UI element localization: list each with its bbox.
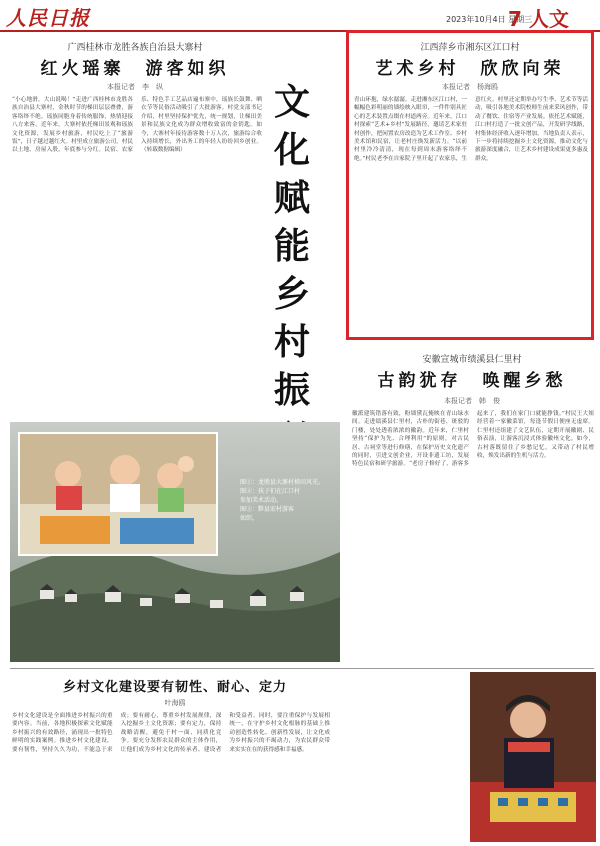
hilite-article-kicker: 江西萍乡市湘东区江口村 (420, 43, 520, 53)
bottom-article-byline: 叶海鸥 (164, 699, 186, 707)
left-article-body: “小心地滑，大山说喝！”走进广西桂林市龙胜各族自治县大寨村，金秋时节的梯田层层叠叠，游客络绎不绝。瑶族同胞身着传统服饰，热情迎接八方来客。近年来，大寨村依托梯田景观和瑶族文化资源，发展乡村旅游，村民吃上了“旅游饭”，日子越过越红火。村里成立旅游公司，村民以土地、房屋入股，年底参与分红。民宿、农家乐、特色手工艺品店遍布寨中，瑶族长鼓舞、晒衣节等民俗活动吸引了大批游客。村党支部书记介绍，村里坚持保护优先，统一规划，让梯田美景和民族文化成为群众增收致富的金钥匙。如今，大寨村年接待游客数十万人次，旅游综合收入持续增长，外出务工的年轻人纷纷回乡创业。（转载数据编辑） (12, 97, 262, 154)
right-article-byline: 本报记者 韩 俊 (444, 397, 500, 405)
right-article-kicker: 安徽宣城市绩溪县仁里村 (422, 355, 522, 365)
hilite-article-headline: 艺术乡村 欣欣向荣 (375, 59, 565, 79)
embroidery-photo (470, 672, 596, 842)
photo-caption-line: 图③：黟县宏村游客 (240, 506, 295, 513)
landscape-photo (10, 422, 340, 662)
section-divider (10, 668, 594, 669)
bottom-article-headline: 乡村文化建设要有韧性、耐心、定力 (62, 680, 287, 695)
photo-caption-line: 如织。 (240, 515, 259, 522)
bottom-article-body: 乡村文化建设是全面推进乡村振兴的重要内容。当前，各地积极探索文化赋能乡村振兴的有效路径，涌现出一批特色鲜明的实践案例。推进乡村文化建设，要有韧性，坚持久久为功，不能急于求成；要有耐心，尊重乡村发展规律，深入挖掘乡土文化资源；要有定力，保持战略清醒，避免千村一面、同质化竞争。要充分发挥农民群众的主体作用，让他们成为乡村文化的传承者、建设者和受益者。同时，要注重保护与发展相统一，在守护乡村文化根脉的基础上推动创造性转化、创新性发展，让文化成为乡村振兴的不竭动力，为农民群众带来实实在在的获得感和幸福感。 (12, 713, 330, 753)
children-painting-photo (18, 432, 218, 556)
issue-date: 2023年10月4日 星期三 (446, 15, 533, 24)
photo-caption-line: 图②：孩子们在江口村 (240, 488, 301, 495)
section-vertical-title: 文化赋能 乡村振 (273, 81, 310, 411)
hilite-article-byline: 本报记者 杨海鸥 (442, 83, 498, 91)
page-label: 7 人文 (508, 7, 569, 31)
photo-caption-line: 图①：龙胜县大寨村梯田风光。 (240, 479, 325, 486)
right-article-body: 徽派建筑错落有致，粉墙黛瓦掩映在青山绿水间。走进绩溪县仁里村，古朴的街巷、斑驳的门楼，处处透着浓浓的徽韵。近年来，仁里村坚持“保护为先、合理利用”的原则，对古民居、古祠堂等进行修缮，在保护历史文化遗产的同时，引进文创企业，开设非遗工坊，发展特色民宿和研学旅游。“老房子修好了，游客多起来了，我们在家门口就能挣钱。”村民王大姐经营着一家徽菜馆，每逢节假日便座无虚席。仁里村还组建了文艺队伍，定期开展徽剧、民俗表演，让游客沉浸式体验徽州文化。如今，古村落既留住了乡愁记忆，又带动了村民增收，焕发出新的生机与活力。 (352, 411, 594, 468)
right-article-headline: 古韵犹存 唤醒乡愁 (377, 371, 567, 391)
photo-captions (240, 478, 336, 523)
left-article-headline: 红火瑶寨 游客如织 (40, 59, 230, 79)
hilite-article-body: 青山环抱，绿水潺潺。走进湘东区江口村，一幅幅色彩明丽的墙绘映入眼帘，一件件别具匠心的艺术装置点缀在村道两旁。近年来，江口村探索“艺术+乡村”发展路径，邀请艺术家驻村创作，把闲置农房改造为艺术工作室、乡村美术馆和民宿，让老村庄焕发新活力。“以前村里冷冷清清，现在每到周末游客络绎不绝。”村民老李在自家院子里开起了农家乐，生意红火。村里还定期举办写生季、艺术节等活动，吸引各地美术院校师生前来采风创作，带动了餐饮、住宿等产业发展。依托艺术赋能，江口村打造了一批文创产品，开发研学线路，村集体经济收入逐年增加。当地负责人表示，下一步将持续挖掘乡土文化资源，推动文化与旅游深度融合，让艺术乡村建设成果更多惠及群众。 (354, 97, 588, 162)
left-article-byline: 本报记者 李 纵 (107, 83, 163, 91)
newspaper-logo: 人民日报 (6, 6, 90, 30)
left-article-kicker: 广西桂林市龙胜各族自治县大寨村 (67, 43, 203, 53)
photo-caption-line: 参加美术活动。 (240, 497, 283, 504)
